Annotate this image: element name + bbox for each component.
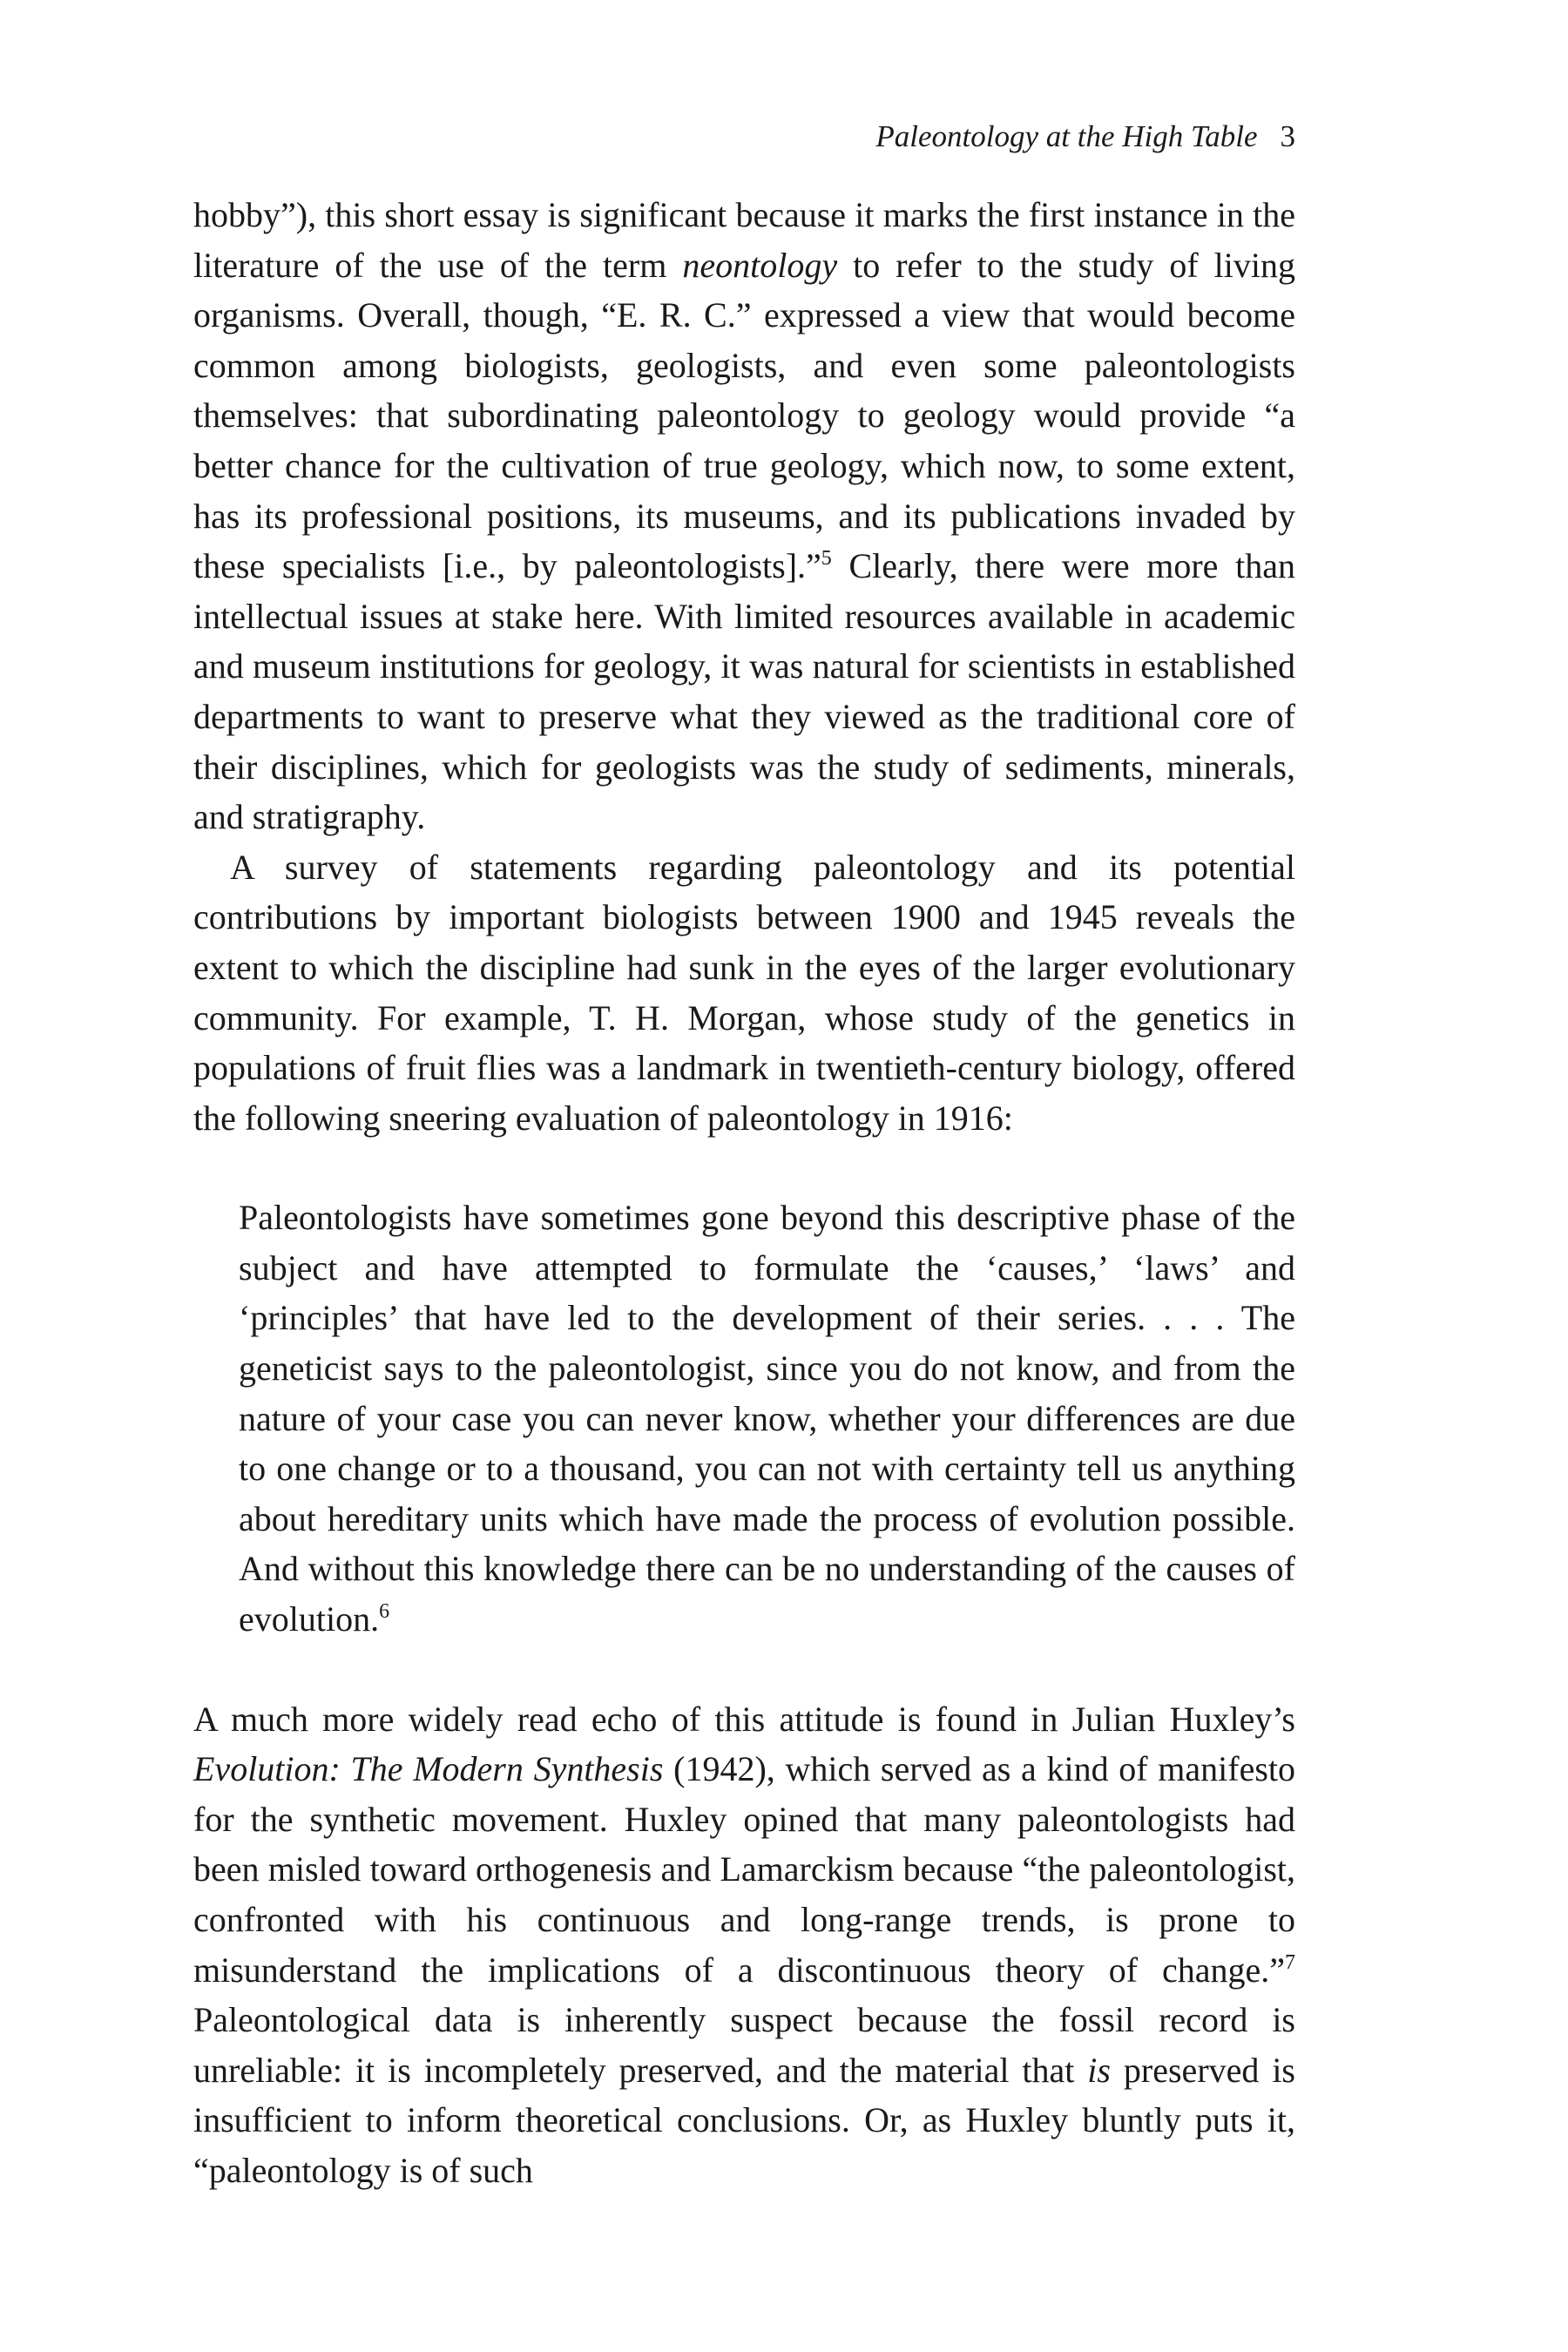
paragraph-1-text-b: to refer to the study of living organisms. Overall, though, “E. R. C.” expressed a view that would become common among biologists, geologists, and even some paleontologists themselves: that subordinating paleontology to geology would provide “a better chance for the cultivation of true geology, which now, to some extent, has its professional positions, its museums, and its publications invaded by these specialists [i.e., by paleontologists].” xyxy=(193,245,1295,586)
paragraph-3-text-c: Paleontological data is inherently suspect because the fossil record is unreliable: it is incompletely preserved, and the material that xyxy=(193,2000,1295,2090)
running-head-title: Paleontology at the High Table xyxy=(875,119,1258,153)
running-head xyxy=(193,117,1295,157)
paragraph-1-text-c: Clearly, there were more than intellectual issues at stake here. With limited resources available in academic and museum institutions for geology, it was natural for scientists in established departments to want to preserve what they viewed as the traditional core of their disciplines, which for geologists was the study of sediments, minerals, and stratigraphy. xyxy=(193,546,1295,837)
page-number: 3 xyxy=(1280,119,1295,153)
body-text xyxy=(193,190,1295,2196)
paragraph-3-text-a: A much more widely read echo of this attitude is found in Julian Huxley’s xyxy=(193,1699,1295,1739)
footnote-ref-7: 7 xyxy=(1285,1950,1295,1974)
paragraph-1 xyxy=(193,190,1295,842)
term-neontology: neontology xyxy=(682,245,838,285)
block-quote-text: Paleontologists have sometimes gone beyond this descriptive phase of the subject and have attempted to formulate the ‘causes,’ ‘laws’ and ‘principles’ that have led to the development of their series. . . . The geneticist says to the paleontologist, since you do not know, and from the nature of your case you can never know, whether your differences are due to one change or to a thousand, you can not with certainty tell us anything about hereditary units which have made the process of evolution possible. And without this knowledge there can be no understanding of the causes of evolution. xyxy=(239,1198,1295,1639)
paragraph-3-text-b: (1942), which served as a kind of manifesto for the synthetic movement. Huxley opined that many paleontologists had been misled toward orthogenesis and Lamarckism because “the paleontologist, confronted with his continuous and long-range trends, is prone to misunderstand the implications of a discontinuous theory of change.” xyxy=(193,1749,1296,1990)
paragraph-3-text-d: preserved is insufficient to inform theoretical conclusions. Or, as Huxley bluntly puts it, “paleontology is of such xyxy=(193,2050,1296,2190)
emphasis-is: is xyxy=(1087,2050,1111,2090)
footnote-ref-5: 5 xyxy=(821,547,832,571)
paragraph-1-text-a: hobby”), this short essay is significant because it marks the first instance in the literature of the use of the term xyxy=(193,195,1295,285)
book-title-evolution: Evolution: The Modern Synthesis xyxy=(193,1749,664,1789)
paragraph-2: A survey of statements regarding paleontology and its potential contributions by important biologists between 1900 and 1945 reveals the extent to which the discipline had sunk in the eyes of the larger evolutionary community. For example, T. H. Morgan, whose study of the genetics in populations of fruit flies was a landmark in twentieth-century biology, offered the following sneering evaluation of paleontology in 1916: xyxy=(193,847,1295,1138)
paragraph-3 xyxy=(193,1694,1295,2196)
block-quote xyxy=(239,1193,1295,1644)
footnote-ref-6: 6 xyxy=(379,1600,390,1624)
